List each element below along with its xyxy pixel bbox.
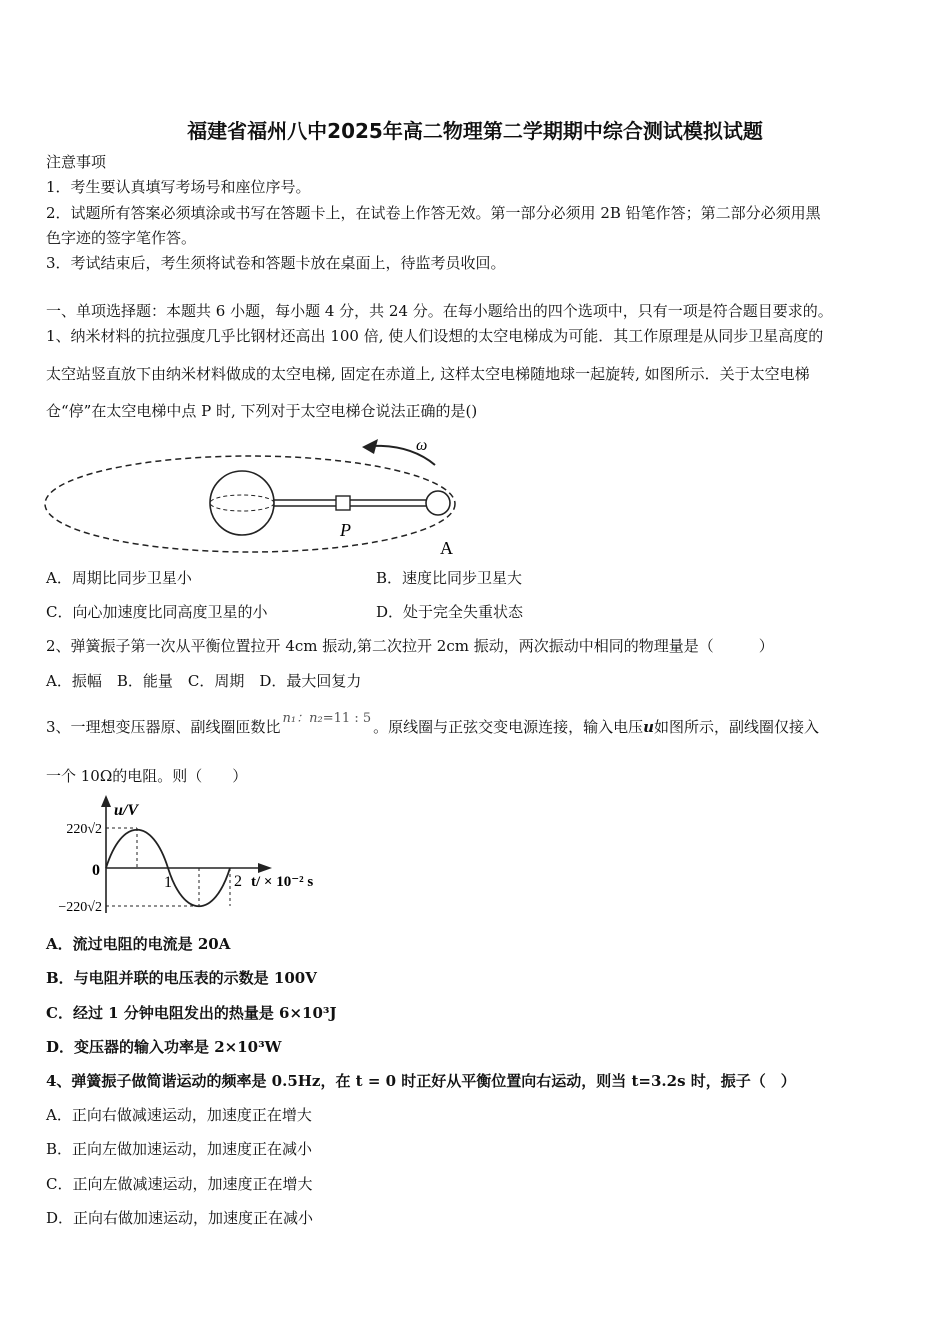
q3-option-c: C．经过 1 分钟电阻发出的热量是 6×10³J [46,1004,337,1022]
y-min-label: −220√2 [58,900,102,915]
y-axis-label: u/V [114,802,139,819]
ratio-n1: n₁ [282,711,297,726]
orbit-ellipse [45,456,455,552]
q3-option-d: D．变压器的输入功率是 2×10³W [46,1038,282,1056]
q1-option-a: A．周期比同步卫星小 [46,569,192,587]
notice-item-1: 1．考生要认真填写考场号和座位序号。 [46,178,311,196]
y-axis-arrow-icon [101,795,111,807]
point-a-label: A [440,538,453,558]
notice-item-2: 2．试题所有答案必须填涂或书写在答题卡上，在试卷上作答无效。第一部分必须用 2B 铅笔作答；第二部分必须用黑 [46,204,821,222]
q1-option-c: C．向心加速度比同高度卫星的小 [46,603,268,621]
x-tick-1: 1 [164,874,172,891]
q3-stem-u: u [643,718,655,736]
q2-stem: 2、弹簧振子第一次从平衡位置拉开 4cm 振动,第二次拉开 2cm 振动，两次振动中相同的物理量是（ ） [46,637,774,655]
turns-ratio [281,709,374,729]
q2-options: A．振幅 B．能量 C．周期 D．最大回复力 [46,672,362,690]
q3-stem-b: 。原线圈与正弦交变电源连接，输入电压 [373,718,644,736]
q4-option-c: C．正向左做减速运动，加速度正在增大 [46,1175,313,1193]
q1-line-2: 太空站竖直放下由纳米材料做成的太空电梯, 固定在赤道上, 这样太空电梯随地球一起旋转, 如图所示．关于太空电梯 [46,365,810,383]
elevator-cabin-p [336,496,350,510]
q3-stem-a: 3、一理想变压器原、副线圈匝数比 [46,718,281,736]
q1-line-3: 仓“停”在太空电梯中点 P 时, 下列对于太空电梯仓说法正确的是() [46,402,478,420]
q4-option-d: D．正向右做加速运动，加速度正在减小 [46,1209,314,1227]
q3-option-b: B．与电阻并联的电压表的示数是 100V [46,969,317,987]
q3-option-a: A．流过电阻的电流是 20A [46,935,231,953]
q1-option-b: B．速度比同步卫星大 [376,569,523,587]
station-a [426,491,450,515]
notice-heading: 注意事项 [46,153,107,171]
ratio-n2: n₂ [309,711,323,726]
notice-item-3: 3．考试结束后，考生须将试卷和答题卡放在桌面上，待监考员收回。 [46,254,506,272]
page-title: 福建省福州八中2025年高二物理第二学期期中综合测试模拟试题 [187,119,763,143]
earth-circle [210,471,274,535]
x-axis-label: t/ × 10⁻² s [251,874,314,890]
q4-stem: 4、弹簧振子做简谐运动的频率是 0.5Hz，在 t = 0 时正好从平衡位置向右运动，则当 t=3.2s 时，振子（ ） [46,1072,796,1090]
ratio-value: =11 : 5 [322,711,372,726]
voltage-time-graph [44,793,344,919]
notice-item-2-cont: 色字迹的签字笔作答。 [46,229,197,247]
x-tick-2: 2 [234,873,242,890]
y-max-label: 220√2 [66,822,102,837]
omega-label: ω [416,437,428,454]
q4-option-b: B．正向左做加速运动，加速度正在减小 [46,1140,313,1158]
q3-line-2: 一个 10Ω的电阻。则（ ） [46,767,248,785]
point-p-label: P [340,520,351,540]
equator-ellipse [210,495,274,511]
ratio-colon: ： [296,711,310,726]
q1-option-d: D．处于完全失重状态 [376,603,524,621]
x-axis-arrow-icon [258,863,272,873]
origin-label: 0 [92,862,100,879]
q1-line-1: 1、纳米材料的抗拉强度几乎比钢材还高出 100 倍, 使人们设想的太空电梯成为可能．其工作原理是从同步卫星高度的 [46,327,824,345]
q3-stem-c: 如图所示，副线圈仅接入 [654,718,820,736]
section-heading: 一、单项选择题：本题共 6 小题，每小题 4 分，共 24 分。在每小题给出的四个选项中，只有一项是符合题目要求的。 [46,302,833,320]
q4-option-a: A．正向右做减速运动，加速度正在增大 [46,1106,312,1124]
q3-stem [46,711,820,739]
space-elevator-figure [40,430,470,560]
